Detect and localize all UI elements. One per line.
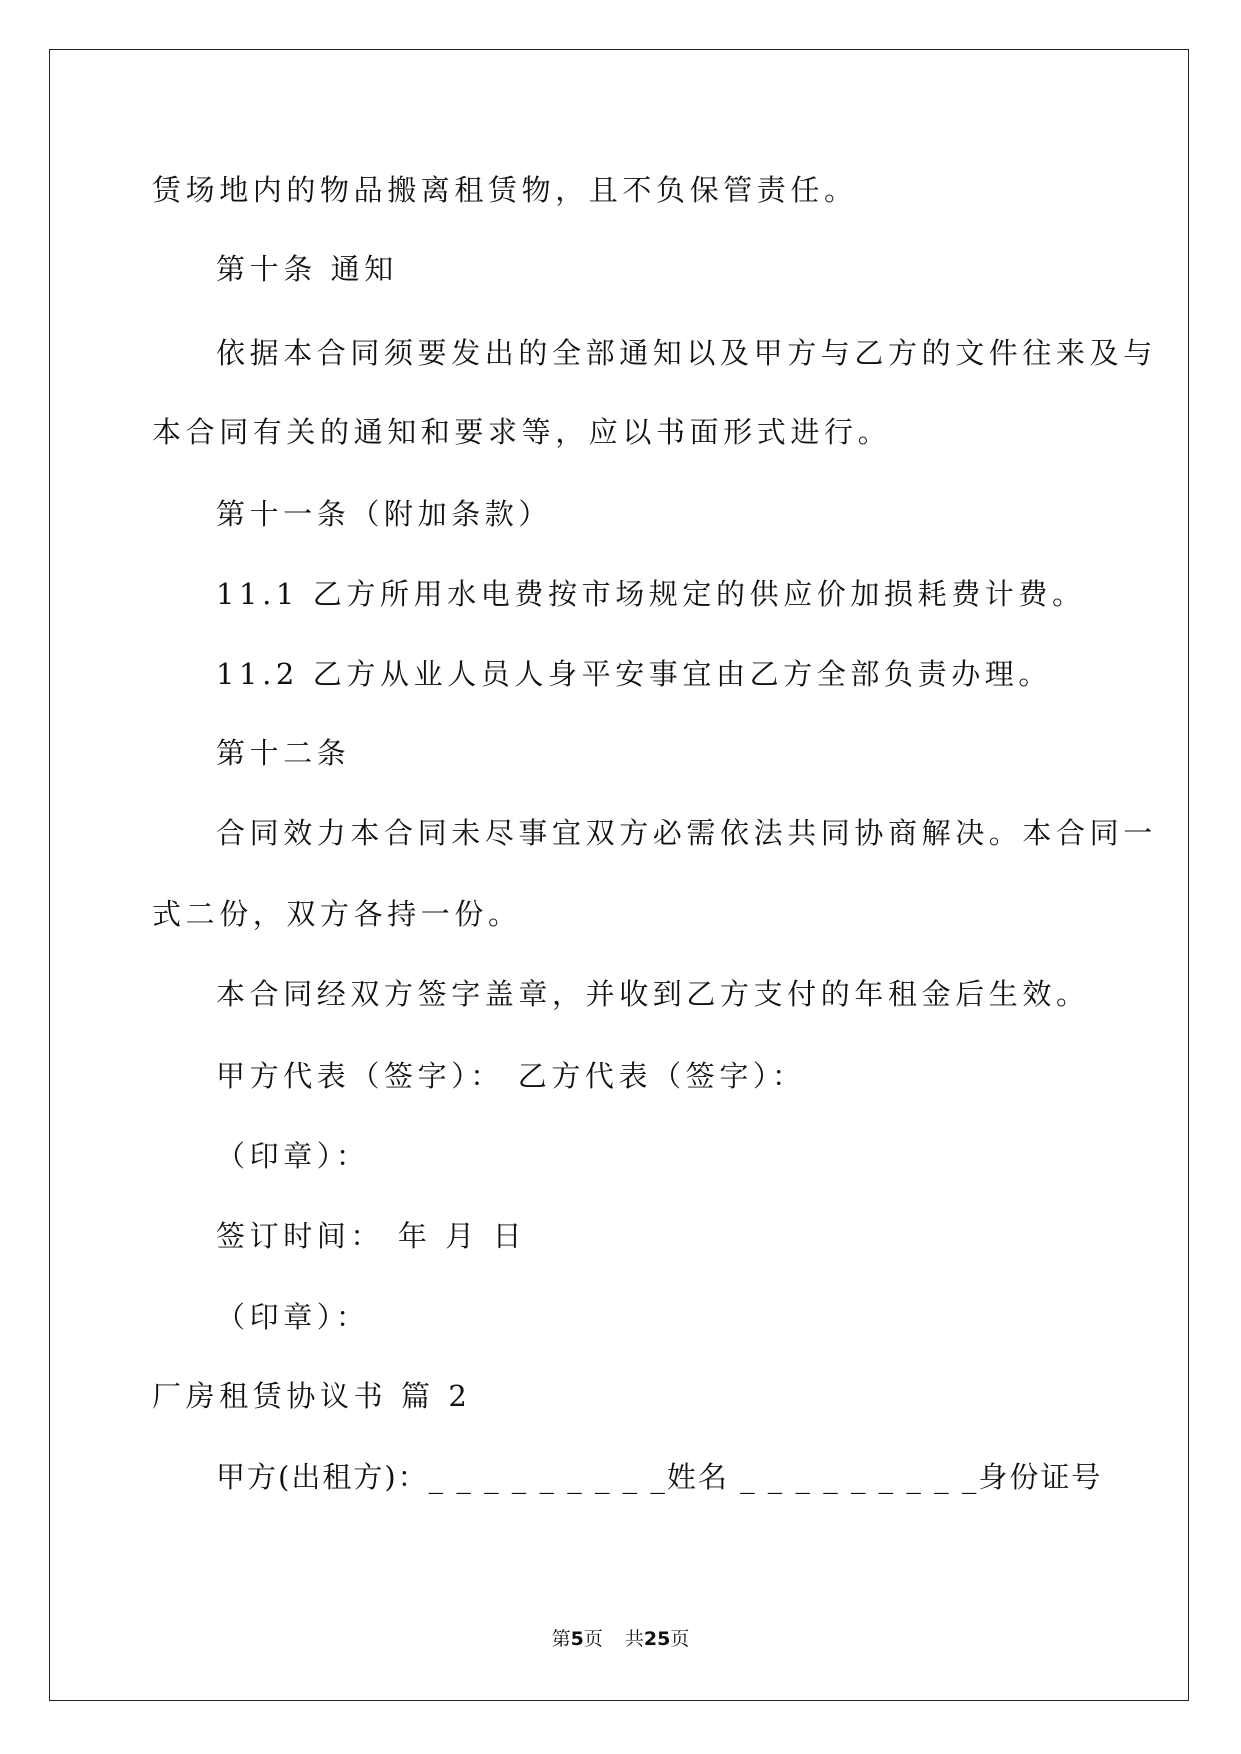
body-line: 本合同经双方签字盖章，并收到乙方支付的年租金后生效。: [216, 977, 1090, 1011]
section-heading: 第十条 通知: [216, 252, 398, 286]
section-heading: 第十二条: [216, 736, 351, 770]
signing-date-line: 签订时间： 年 月 日: [216, 1219, 527, 1253]
clause-line: 11.1 乙方所用水电费按市场规定的供应价加损耗费计费。: [216, 577, 1086, 611]
seal-line: （印章）：: [216, 1300, 370, 1334]
page-prefix: 第: [551, 1628, 571, 1650]
clause-line: 11.2 乙方从业人员人身平安事宜由乙方全部负责办理。: [216, 657, 1052, 691]
total-prefix: 共: [624, 1628, 644, 1650]
body-line: 赁场地内的物品搬离租赁物，且不负保管责任。: [152, 173, 858, 207]
party-a-line: 甲方(出租方)：_ _ _ _ _ _ _ _ _姓名 _ _ _ _ _ _ _ _ _身份证号: [216, 1460, 1103, 1494]
total-pages: 25: [643, 1628, 671, 1650]
body-line: 依据本合同须要发出的全部通知以及甲方与乙方的文件往来及与: [216, 336, 1157, 370]
page-border: [49, 49, 1189, 1701]
seal-line: （印章）：: [216, 1139, 370, 1173]
body-line: 本合同有关的通知和要求等，应以书面形式进行。: [152, 415, 892, 449]
page-number: 5: [570, 1628, 584, 1650]
document-title: 厂房租赁协议书 篇 2: [152, 1379, 472, 1413]
section-heading: 第十一条（附加条款）: [216, 497, 553, 531]
total-suffix: 页: [670, 1628, 690, 1650]
body-line: 式二份，双方各持一份。: [152, 897, 522, 931]
body-line: 合同效力本合同未尽事宜双方必需依法共同协商解决。本合同一: [216, 816, 1157, 850]
signature-line: 甲方代表（签字）： 乙方代表（签字）：: [216, 1059, 806, 1093]
page-footer: [0, 1624, 1241, 1651]
page-suffix: 页: [583, 1628, 603, 1650]
